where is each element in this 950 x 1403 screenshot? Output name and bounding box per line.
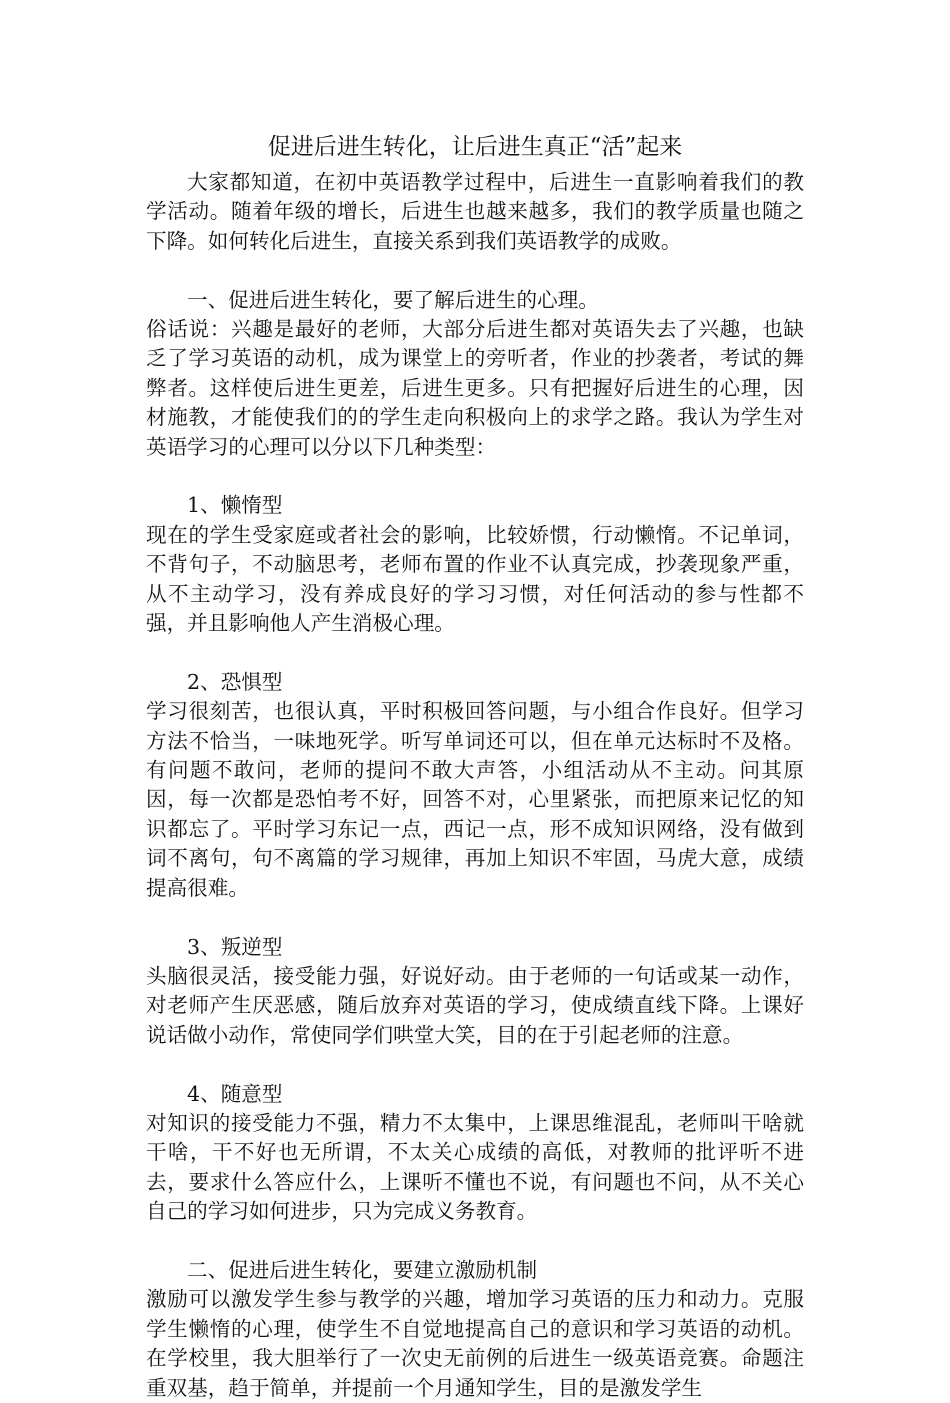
paragraph-gap [146, 256, 804, 285]
section2-body: 激励可以激发学生参与教学的兴趣，增加学习英语的压力和动力。克服学生懒惰的心理，使学生不自觉地提高自己的意识和学习英语的动机。在学校里，我大胆举行了一次史无前例的后进生一级英语竞赛。命题注重双基，趋于简单，并提前一个月通知学生，目的是激发学生 [146, 1287, 804, 1400]
type3-body: 头脑很灵活，接受能力强，好说好动。由于老师的一句话或某一动作，对老师产生厌恶感，随后放弃对英语的学习，使成绩直线下降。上课好说话做小动作，常使同学们哄堂大笑，目的在于引起老师的注意。 [146, 963, 804, 1047]
paragraph-gap [146, 462, 804, 491]
type4-heading: 4、随意型 [187, 1081, 283, 1106]
type1-heading: 1、懒惰型 [187, 493, 283, 518]
type4-body: 对知识的接受能力不强，精力不太集中，上课思维混乱，老师叫干啥就干啥，干不好也无所谓，不太关心成绩的高低，对教师的批评听不进去，要求什么答应什么，上课听不懂也不说，有问题也不问，从不关心自己的学习如何进步，只为完成义务教育。 [146, 1110, 804, 1224]
document-title: 促进后进生转化，让后进生真正“活”起来 [267, 134, 683, 160]
type2-heading: 2、恐惧型 [187, 669, 283, 694]
section1-body: 俗话说：兴趣是最好的老师，大部分后进生都对英语失去了兴趣，也缺乏了学习英语的动机，成为课堂上的旁听者，作业的抄袭者，考试的舞弊者。这样使后进生更差，后进生更多。只有把握好后进生的心理，因材施教，才能使我们的的学生走向积极向上的求学之路。我认为学生对英语学习的心理可以分以下几种类型： [146, 317, 804, 459]
section1-heading: 一、促进后进生转化，要了解后进生的心理。 [187, 287, 599, 312]
paragraph-gap [146, 1227, 804, 1256]
section2-heading: 二、促进后进生转化，要建立激励机制 [187, 1257, 538, 1282]
paragraph-gap [146, 903, 804, 932]
paragraph-gap [146, 638, 804, 667]
type3-heading: 3、叛逆型 [187, 934, 283, 959]
type2-body: 学习很刻苦，也很认真，平时积极回答问题，与小组合作良好。但学习方法不恰当，一味地死学。听写单词还可以，但在单元达标时不及格。有问题不敢问，老师的提问不敢大声答，小组活动从不主动。问其原因，每一次都是恐怕考不好，回答不对，心里紧张，而把原来记忆的知识都忘了。平时学习东记一点，西记一点，形不成知识网络，没有做到词不离句，句不离篇的学习规律，再加上知识不牢固，马虎大意，成绩提高很难。 [146, 699, 804, 900]
intro-paragraph: 大家都知道，在初中英语教学过程中，后进生一直影响着我们的教学活动。随着年级的增长，后进生也越来越多，我们的教学质量也随之下降。如何转化后进生，直接关系到我们英语教学的成败。 [146, 170, 804, 253]
paragraph-gap [146, 1050, 804, 1079]
type1-body: 现在的学生受家庭或者社会的影响，比较娇惯，行动懒惰。不记单词，不背句子，不动脑思考，老师布置的作业不认真完成，抄袭现象严重，从不主动学习，没有养成良好的学习习惯，对任何活动的参与性都不强，并且影响他人产生消极心理。 [146, 522, 804, 636]
